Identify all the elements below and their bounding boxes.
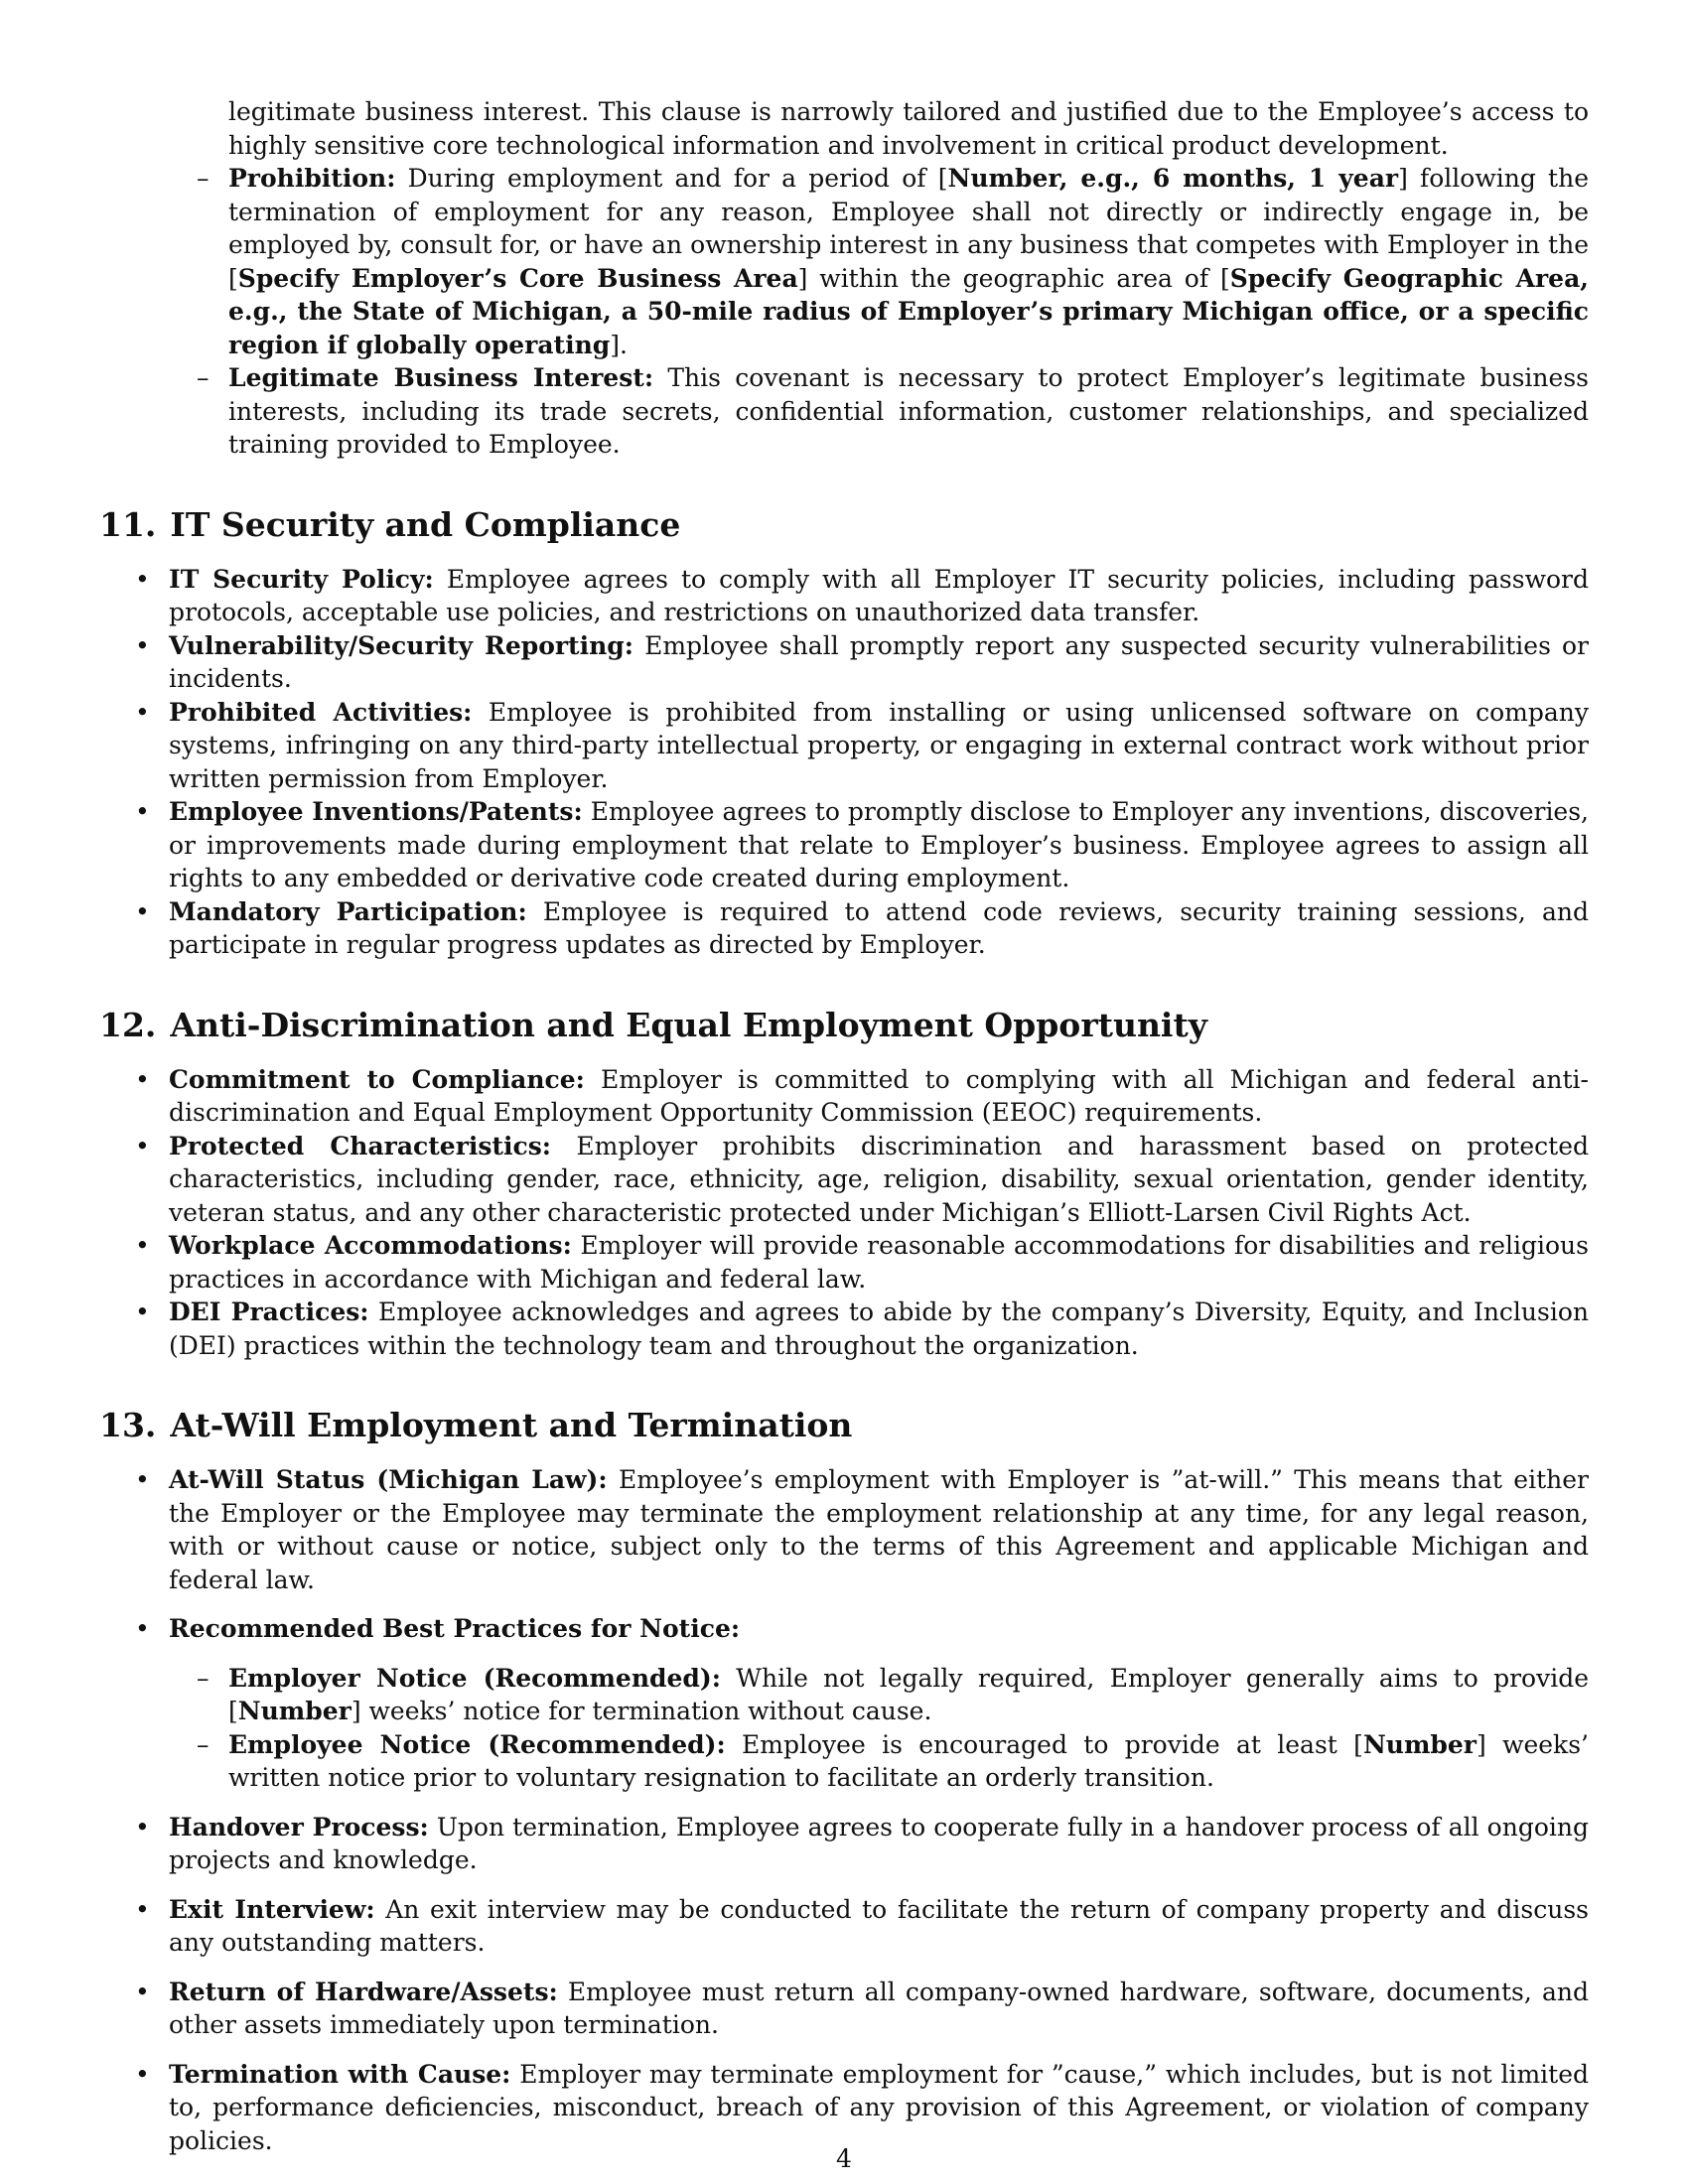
list-item-label: Workplace Accommodations: (169, 1231, 572, 1260)
list-item-label: Return of Hardware/Assets: (169, 1977, 558, 2006)
list-item-label: Vulnerability/Security Reporting: (169, 630, 633, 660)
dash-marker: – (197, 1729, 210, 1759)
section-13 (99, 1406, 1589, 2157)
list-item-text (169, 563, 1589, 629)
bullet-marker: • (135, 630, 150, 660)
sub-item-text (228, 1662, 1589, 1728)
bullet-marker: • (135, 896, 150, 926)
placeholder-geographic-area: Specify Geographic Area, e.g., the State of Michigan, a 50-mile radius of Employer’s primary Michigan office, or a specific region if globally operating (228, 263, 1589, 359)
text-run: Employee agrees to promptly disclose to Employer any inventions, discoveries, or improvements made during employment that relate to Employer’s business. Employee agrees to assign all rights to any embedded or derivative code created during employment. (169, 797, 1590, 892)
placeholder-business-area: Specify Employer’s Core Business Area (237, 263, 798, 293)
sub-item-text (228, 162, 1589, 361)
text-run: During employment and for a period of [ (395, 164, 948, 193)
notice-sub-list (99, 1662, 1589, 1795)
list-item-label: Exit Interview: (169, 1894, 375, 1924)
text-run: Employee is encouraged to provide at least [ (725, 1729, 1363, 1759)
list-item (99, 895, 1589, 962)
text-run: Employer is committed to complying with all Michigan and federal anti-discrimination and Equal Employment Opportunity Commission (EEOC) requirements. (169, 1064, 1589, 1127)
text-run: Employee must return all company-owned hardware, software, documents, and other assets immediately upon termination. (169, 1977, 1589, 2039)
text-run: Employee’s employment with Employer is ”at-will.” This means that either the Employer or the Employee may terminate the employment relationship at any time, for any legal reason, with or without cause or notice, subject only to the terms of this Agreement and applicable Michigan and federal law. (169, 1465, 1589, 1594)
list-item-text (169, 895, 1589, 962)
placeholder-number: Number (1362, 1729, 1477, 1759)
sub-item-employee-notice (99, 1728, 1589, 1795)
list-item-label: At-Will Status (Michigan Law): (169, 1465, 608, 1494)
bullet-marker: • (135, 1131, 150, 1160)
list-item-text (169, 1229, 1589, 1296)
text-run: Employee is prohibited from installing or using unlicensed software on company systems, infringing on any third-party intellectual property, or engaging in external contract work without prior written permission from Employer. (169, 697, 1590, 793)
text-run: Employer may terminate employment for ”cause,” which includes, but is not limited to, performance deficiencies, misconduct, breach of any provision of this Agreement, or violation of company policies. (169, 2059, 1589, 2155)
text-run: Employee acknowledges and agrees to abide by the company’s Diversity, Equity, and Inclusion (DEI) practices within the technology team and throughout the organization. (169, 1297, 1589, 1360)
list-item (99, 696, 1589, 796)
dash-marker: – (197, 164, 210, 193)
list-item-termination-cause (99, 2058, 1589, 2158)
list-item-text (169, 1463, 1589, 1596)
section-heading (99, 1406, 1589, 1445)
bullet-marker: • (135, 1231, 150, 1260)
list-item-label: Recommended Best Practices for Notice: (169, 1614, 741, 1643)
sub-item-legitimate-interest (99, 361, 1589, 462)
section-title: At-Will Employment and Termination (170, 1406, 853, 1444)
section-title: IT Security and Compliance (170, 504, 681, 544)
section-heading (99, 505, 1589, 545)
list-item (99, 1296, 1589, 1362)
text-run: Employer prohibits discrimination and harassment based on protected characteristics, including gender, race, ethnicity, age, religion, disability, sexual orientation, gender identity, veteran status, and any other characteristic protected under Michigan’s Elliott-Larsen Civil Rights Act. (169, 1131, 1589, 1227)
bullet-marker: • (135, 1812, 150, 1842)
sub-item-label: Legitimate Business Interest: (228, 363, 654, 392)
section-number: 13. (99, 1406, 157, 1444)
list-item-text (169, 1130, 1589, 1230)
placeholder-duration: Number, e.g., 6 months, 1 year (947, 164, 1399, 193)
sub-item-text (228, 361, 1589, 462)
list-item-text (169, 1296, 1589, 1362)
text-run: ]. (610, 330, 628, 359)
list-item-text (169, 629, 1589, 696)
sub-item-label: Employee Notice (Recommended): (228, 1729, 726, 1759)
bullet-marker: • (135, 1894, 150, 1924)
bullet-marker: • (135, 564, 150, 594)
list-item (99, 1130, 1589, 1230)
placeholder-number: Number (237, 1697, 352, 1725)
section-11 (99, 505, 1589, 962)
list-item-return-assets (99, 1976, 1589, 2042)
bullet-marker: • (135, 1614, 150, 1643)
list-item-text (169, 1893, 1589, 1960)
text-run: ] weeks’ written notice prior to voluntary resignation to facilitate an orderly transition. (228, 1729, 1589, 1792)
bullet-marker: • (135, 1465, 150, 1494)
sub-item-prohibition (99, 162, 1589, 361)
list-item-label: Employee Inventions/Patents: (169, 797, 583, 826)
page-number: 4 (836, 2144, 852, 2173)
text-run: Upon termination, Employee agrees to cooperate fully in a handover process of all ongoing projects and knowledge. (169, 1812, 1589, 1874)
text-run: This covenant is necessary to protect Employer’s legitimate business interests, including its trade secrets, confidential information, customer relationships, and specialized training provided to Employee. (228, 363, 1589, 459)
list-item-label: Commitment to Compliance: (169, 1064, 585, 1094)
sub-item-employer-notice (99, 1662, 1589, 1728)
dash-marker: – (197, 1663, 210, 1693)
sub-item-label: Prohibition: (228, 164, 396, 193)
text-run: Employee shall promptly report any suspected security vulnerabilities or incidents. (169, 630, 1589, 693)
list-item-text (169, 1811, 1589, 1877)
list-item-label: Termination with Cause: (169, 2059, 511, 2089)
list-item-exit-interview (99, 1893, 1589, 1960)
sub-item-label: Employer Notice (Recommended): (228, 1663, 721, 1693)
bullet-marker: • (135, 1297, 150, 1326)
list-item-label: Handover Process: (169, 1812, 429, 1842)
list-item-label: IT Security Policy: (169, 564, 434, 594)
text-run: ] within the geographic area of [ (797, 263, 1230, 293)
list-item-text (169, 1063, 1589, 1130)
list-item-at-will (99, 1463, 1589, 1596)
text-run: While not legally required, Employer generally aims to provide [ (228, 1663, 1589, 1725)
text-run: ] weeks’ notice for termination without cause. (351, 1697, 932, 1725)
list-item-text (169, 1976, 1589, 2042)
list-item (99, 629, 1589, 696)
list-item-label: Prohibited Activities: (169, 697, 473, 727)
list-item-label: Mandatory Participation: (169, 896, 527, 926)
list-item-label: DEI Practices: (169, 1297, 369, 1326)
list-item-text (169, 696, 1589, 796)
section-heading (99, 1006, 1589, 1045)
bullet-marker: • (135, 2059, 150, 2089)
list-item (99, 1063, 1589, 1130)
bullet-marker: • (135, 797, 150, 826)
text-run: Employee is required to attend code reviews, security training sessions, and participate in regular progress updates as directed by Employer. (169, 896, 1589, 959)
text-run: Employee agrees to comply with all Employer IT security policies, including password protocols, acceptable use policies, and restrictions on unauthorized data transfer. (169, 564, 1589, 626)
list-item-notice (99, 1612, 1589, 1646)
section-title: Anti-Discrimination and Equal Employment Opportunity (170, 1005, 1207, 1044)
list-item-text (169, 2058, 1589, 2158)
dash-marker: – (197, 363, 210, 392)
list-item-handover (99, 1811, 1589, 1877)
bullet-marker: • (135, 1064, 150, 1094)
bullet-marker: • (135, 1977, 150, 2006)
list-item-text (169, 795, 1589, 895)
section-number: 11. (99, 504, 157, 544)
list-item (99, 1229, 1589, 1296)
document-page (99, 95, 1589, 2157)
list-item-label: Protected Characteristics: (169, 1131, 552, 1160)
section-12 (99, 1006, 1589, 1363)
text-run: An exit interview may be conducted to facilitate the return of company property and discuss any outstanding matters. (169, 1894, 1589, 1957)
bullet-marker: • (135, 697, 150, 727)
continuation-paragraph: legitimate business interest. This clause is narrowly tailored and justified due to the Employee’s access to highly sensitive core technological information and involvement in critical product development. (228, 97, 1589, 160)
text-run: Employer will provide reasonable accommodations for disabilities and religious practices in accordance with Michigan and federal law. (169, 1231, 1589, 1294)
list-item (99, 795, 1589, 895)
section-number: 12. (99, 1005, 157, 1044)
text-run: ] following the termination of employment for any reason, Employee shall not directly or indirectly engage in, be employed by, consult for, or have an ownership interest in any business that competes with Employer in the [ (228, 164, 1589, 293)
list-item (99, 563, 1589, 629)
sub-item-text (228, 1728, 1589, 1795)
